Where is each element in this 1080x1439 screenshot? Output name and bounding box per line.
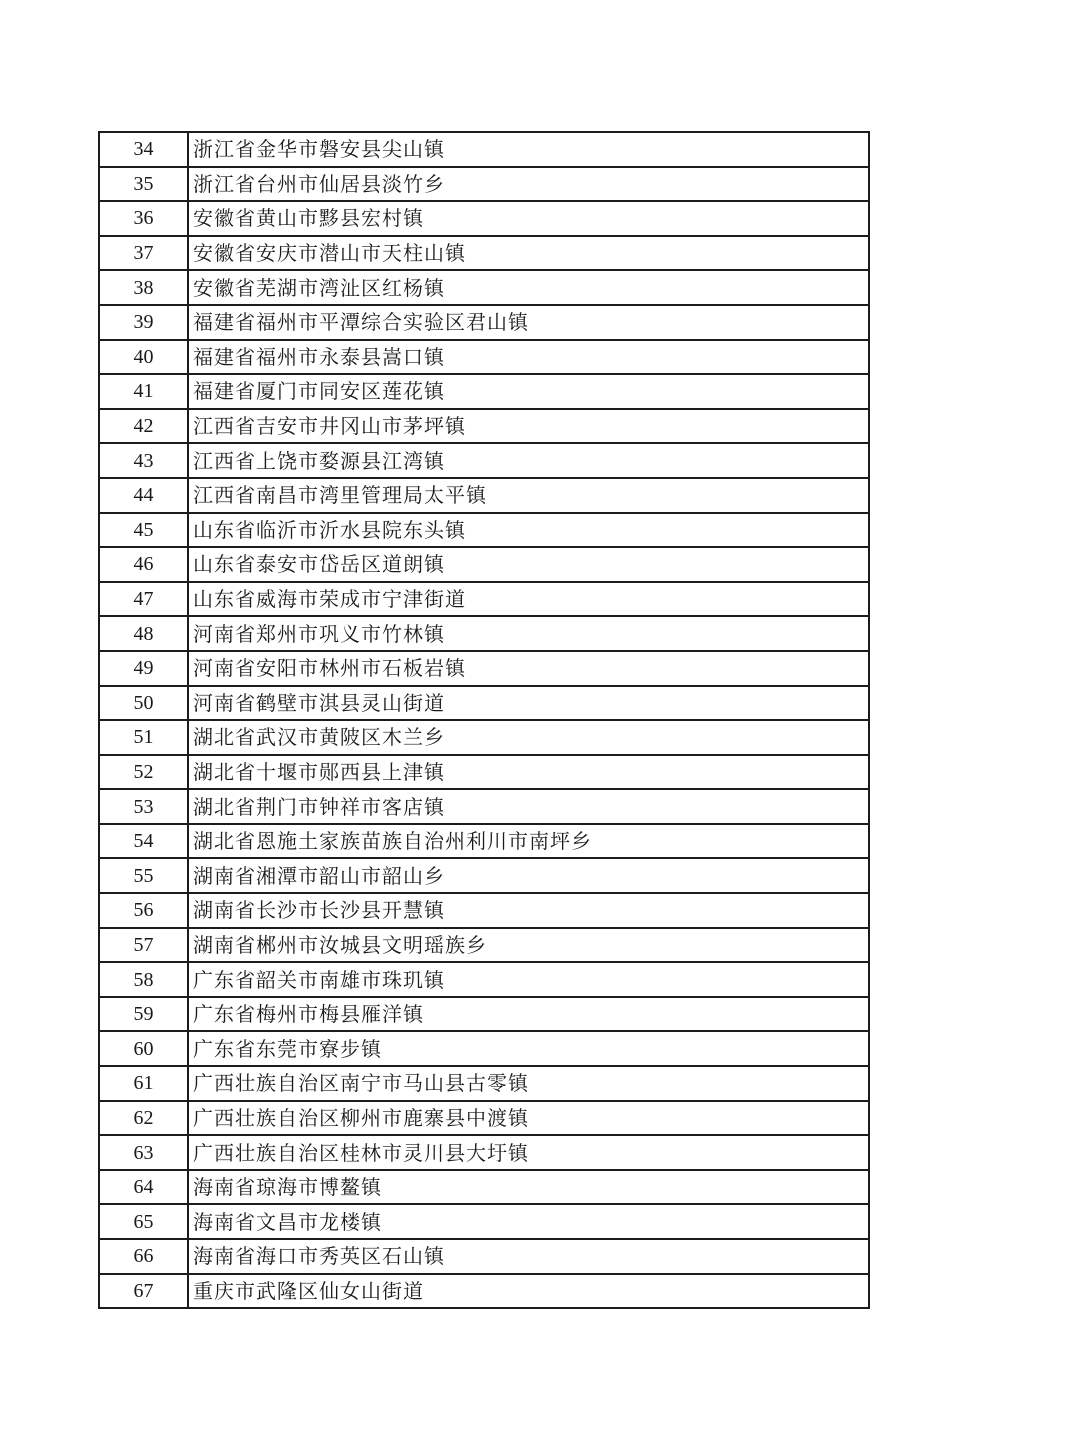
table-row [99, 443, 869, 478]
row-number-cell: 44 [99, 478, 188, 513]
town-name-cell: 福建省福州市平潭综合实验区君山镇 [188, 305, 869, 340]
row-number-cell: 40 [99, 340, 188, 375]
town-name-cell: 海南省琼海市博鳌镇 [188, 1170, 869, 1205]
row-number-cell: 66 [99, 1239, 188, 1274]
table-row [99, 616, 869, 651]
row-number-cell: 55 [99, 858, 188, 893]
row-number-cell: 52 [99, 755, 188, 790]
town-name-cell: 湖北省十堰市郧西县上津镇 [188, 755, 869, 790]
row-number-cell: 58 [99, 962, 188, 997]
table-row [99, 236, 869, 271]
row-number-cell: 34 [99, 132, 188, 167]
town-name-cell: 广西壮族自治区柳州市鹿寨县中渡镇 [188, 1101, 869, 1136]
town-name-cell: 河南省郑州市巩义市竹林镇 [188, 616, 869, 651]
town-name-cell: 山东省威海市荣成市宁津街道 [188, 582, 869, 617]
table-row [99, 374, 869, 409]
town-name-cell: 浙江省金华市磐安县尖山镇 [188, 132, 869, 167]
row-number-cell: 60 [99, 1031, 188, 1066]
town-name-cell: 广西壮族自治区南宁市马山县古零镇 [188, 1066, 869, 1101]
town-name-cell: 福建省福州市永泰县嵩口镇 [188, 340, 869, 375]
table-row [99, 962, 869, 997]
row-number-cell: 41 [99, 374, 188, 409]
table-row [99, 547, 869, 582]
table-row [99, 305, 869, 340]
town-name-cell: 河南省安阳市林州市石板岩镇 [188, 651, 869, 686]
town-name-cell: 山东省临沂市沂水县院东头镇 [188, 513, 869, 548]
row-number-cell: 51 [99, 720, 188, 755]
row-number-cell: 65 [99, 1204, 188, 1239]
row-number-cell: 36 [99, 201, 188, 236]
table-row [99, 824, 869, 859]
town-name-cell: 江西省吉安市井冈山市茅坪镇 [188, 409, 869, 444]
row-number-cell: 53 [99, 789, 188, 824]
town-name-cell: 江西省上饶市婺源县江湾镇 [188, 443, 869, 478]
table-row [99, 167, 869, 202]
town-name-cell: 湖北省恩施土家族苗族自治州利川市南坪乡 [188, 824, 869, 859]
row-number-cell: 54 [99, 824, 188, 859]
row-number-cell: 38 [99, 270, 188, 305]
table-row [99, 997, 869, 1032]
town-name-cell: 江西省南昌市湾里管理局太平镇 [188, 478, 869, 513]
row-number-cell: 37 [99, 236, 188, 271]
town-name-cell: 安徽省黄山市黟县宏村镇 [188, 201, 869, 236]
town-name-cell: 湖南省长沙市长沙县开慧镇 [188, 893, 869, 928]
row-number-cell: 43 [99, 443, 188, 478]
row-number-cell: 56 [99, 893, 188, 928]
table-row [99, 513, 869, 548]
row-number-cell: 49 [99, 651, 188, 686]
table-row [99, 340, 869, 375]
table-row [99, 686, 869, 721]
town-name-cell: 广东省东莞市寮步镇 [188, 1031, 869, 1066]
town-name-cell: 河南省鹤壁市淇县灵山街道 [188, 686, 869, 721]
row-number-cell: 42 [99, 409, 188, 444]
town-name-cell: 安徽省安庆市潜山市天柱山镇 [188, 236, 869, 271]
table-row [99, 132, 869, 167]
row-number-cell: 50 [99, 686, 188, 721]
town-name-cell: 湖南省湘潭市韶山市韶山乡 [188, 858, 869, 893]
town-name-cell: 福建省厦门市同安区莲花镇 [188, 374, 869, 409]
town-name-cell: 湖南省郴州市汝城县文明瑶族乡 [188, 928, 869, 963]
town-name-cell: 湖北省荆门市钟祥市客店镇 [188, 789, 869, 824]
table-row [99, 893, 869, 928]
row-number-cell: 67 [99, 1274, 188, 1309]
town-name-cell: 湖北省武汉市黄陂区木兰乡 [188, 720, 869, 755]
table-row [99, 1135, 869, 1170]
table-row [99, 755, 869, 790]
row-number-cell: 39 [99, 305, 188, 340]
town-name-cell: 山东省泰安市岱岳区道朗镇 [188, 547, 869, 582]
town-name-cell: 广东省梅州市梅县雁洋镇 [188, 997, 869, 1032]
table-row [99, 1239, 869, 1274]
table-row [99, 201, 869, 236]
table-row [99, 1031, 869, 1066]
town-name-cell: 海南省文昌市龙楼镇 [188, 1204, 869, 1239]
table-row [99, 1170, 869, 1205]
row-number-cell: 47 [99, 582, 188, 617]
table-row [99, 651, 869, 686]
town-name-cell: 海南省海口市秀英区石山镇 [188, 1239, 869, 1274]
table-row [99, 858, 869, 893]
row-number-cell: 57 [99, 928, 188, 963]
town-name-cell: 安徽省芜湖市湾沚区红杨镇 [188, 270, 869, 305]
row-number-cell: 61 [99, 1066, 188, 1101]
row-number-cell: 62 [99, 1101, 188, 1136]
table-row [99, 1274, 869, 1309]
table-row [99, 582, 869, 617]
table-row [99, 270, 869, 305]
table-row [99, 1066, 869, 1101]
table-row [99, 409, 869, 444]
row-number-cell: 64 [99, 1170, 188, 1205]
town-name-cell: 广西壮族自治区桂林市灵川县大圩镇 [188, 1135, 869, 1170]
table-row [99, 1101, 869, 1136]
row-number-cell: 48 [99, 616, 188, 651]
town-list-table [98, 131, 870, 1309]
table-row [99, 1204, 869, 1239]
town-list-table-container [98, 131, 870, 1309]
table-row [99, 789, 869, 824]
row-number-cell: 59 [99, 997, 188, 1032]
table-row [99, 928, 869, 963]
row-number-cell: 35 [99, 167, 188, 202]
town-name-cell: 广东省韶关市南雄市珠玑镇 [188, 962, 869, 997]
row-number-cell: 45 [99, 513, 188, 548]
row-number-cell: 63 [99, 1135, 188, 1170]
table-row [99, 478, 869, 513]
town-name-cell: 重庆市武隆区仙女山街道 [188, 1274, 869, 1309]
town-name-cell: 浙江省台州市仙居县淡竹乡 [188, 167, 869, 202]
row-number-cell: 46 [99, 547, 188, 582]
table-row [99, 720, 869, 755]
table-body [99, 132, 869, 1308]
